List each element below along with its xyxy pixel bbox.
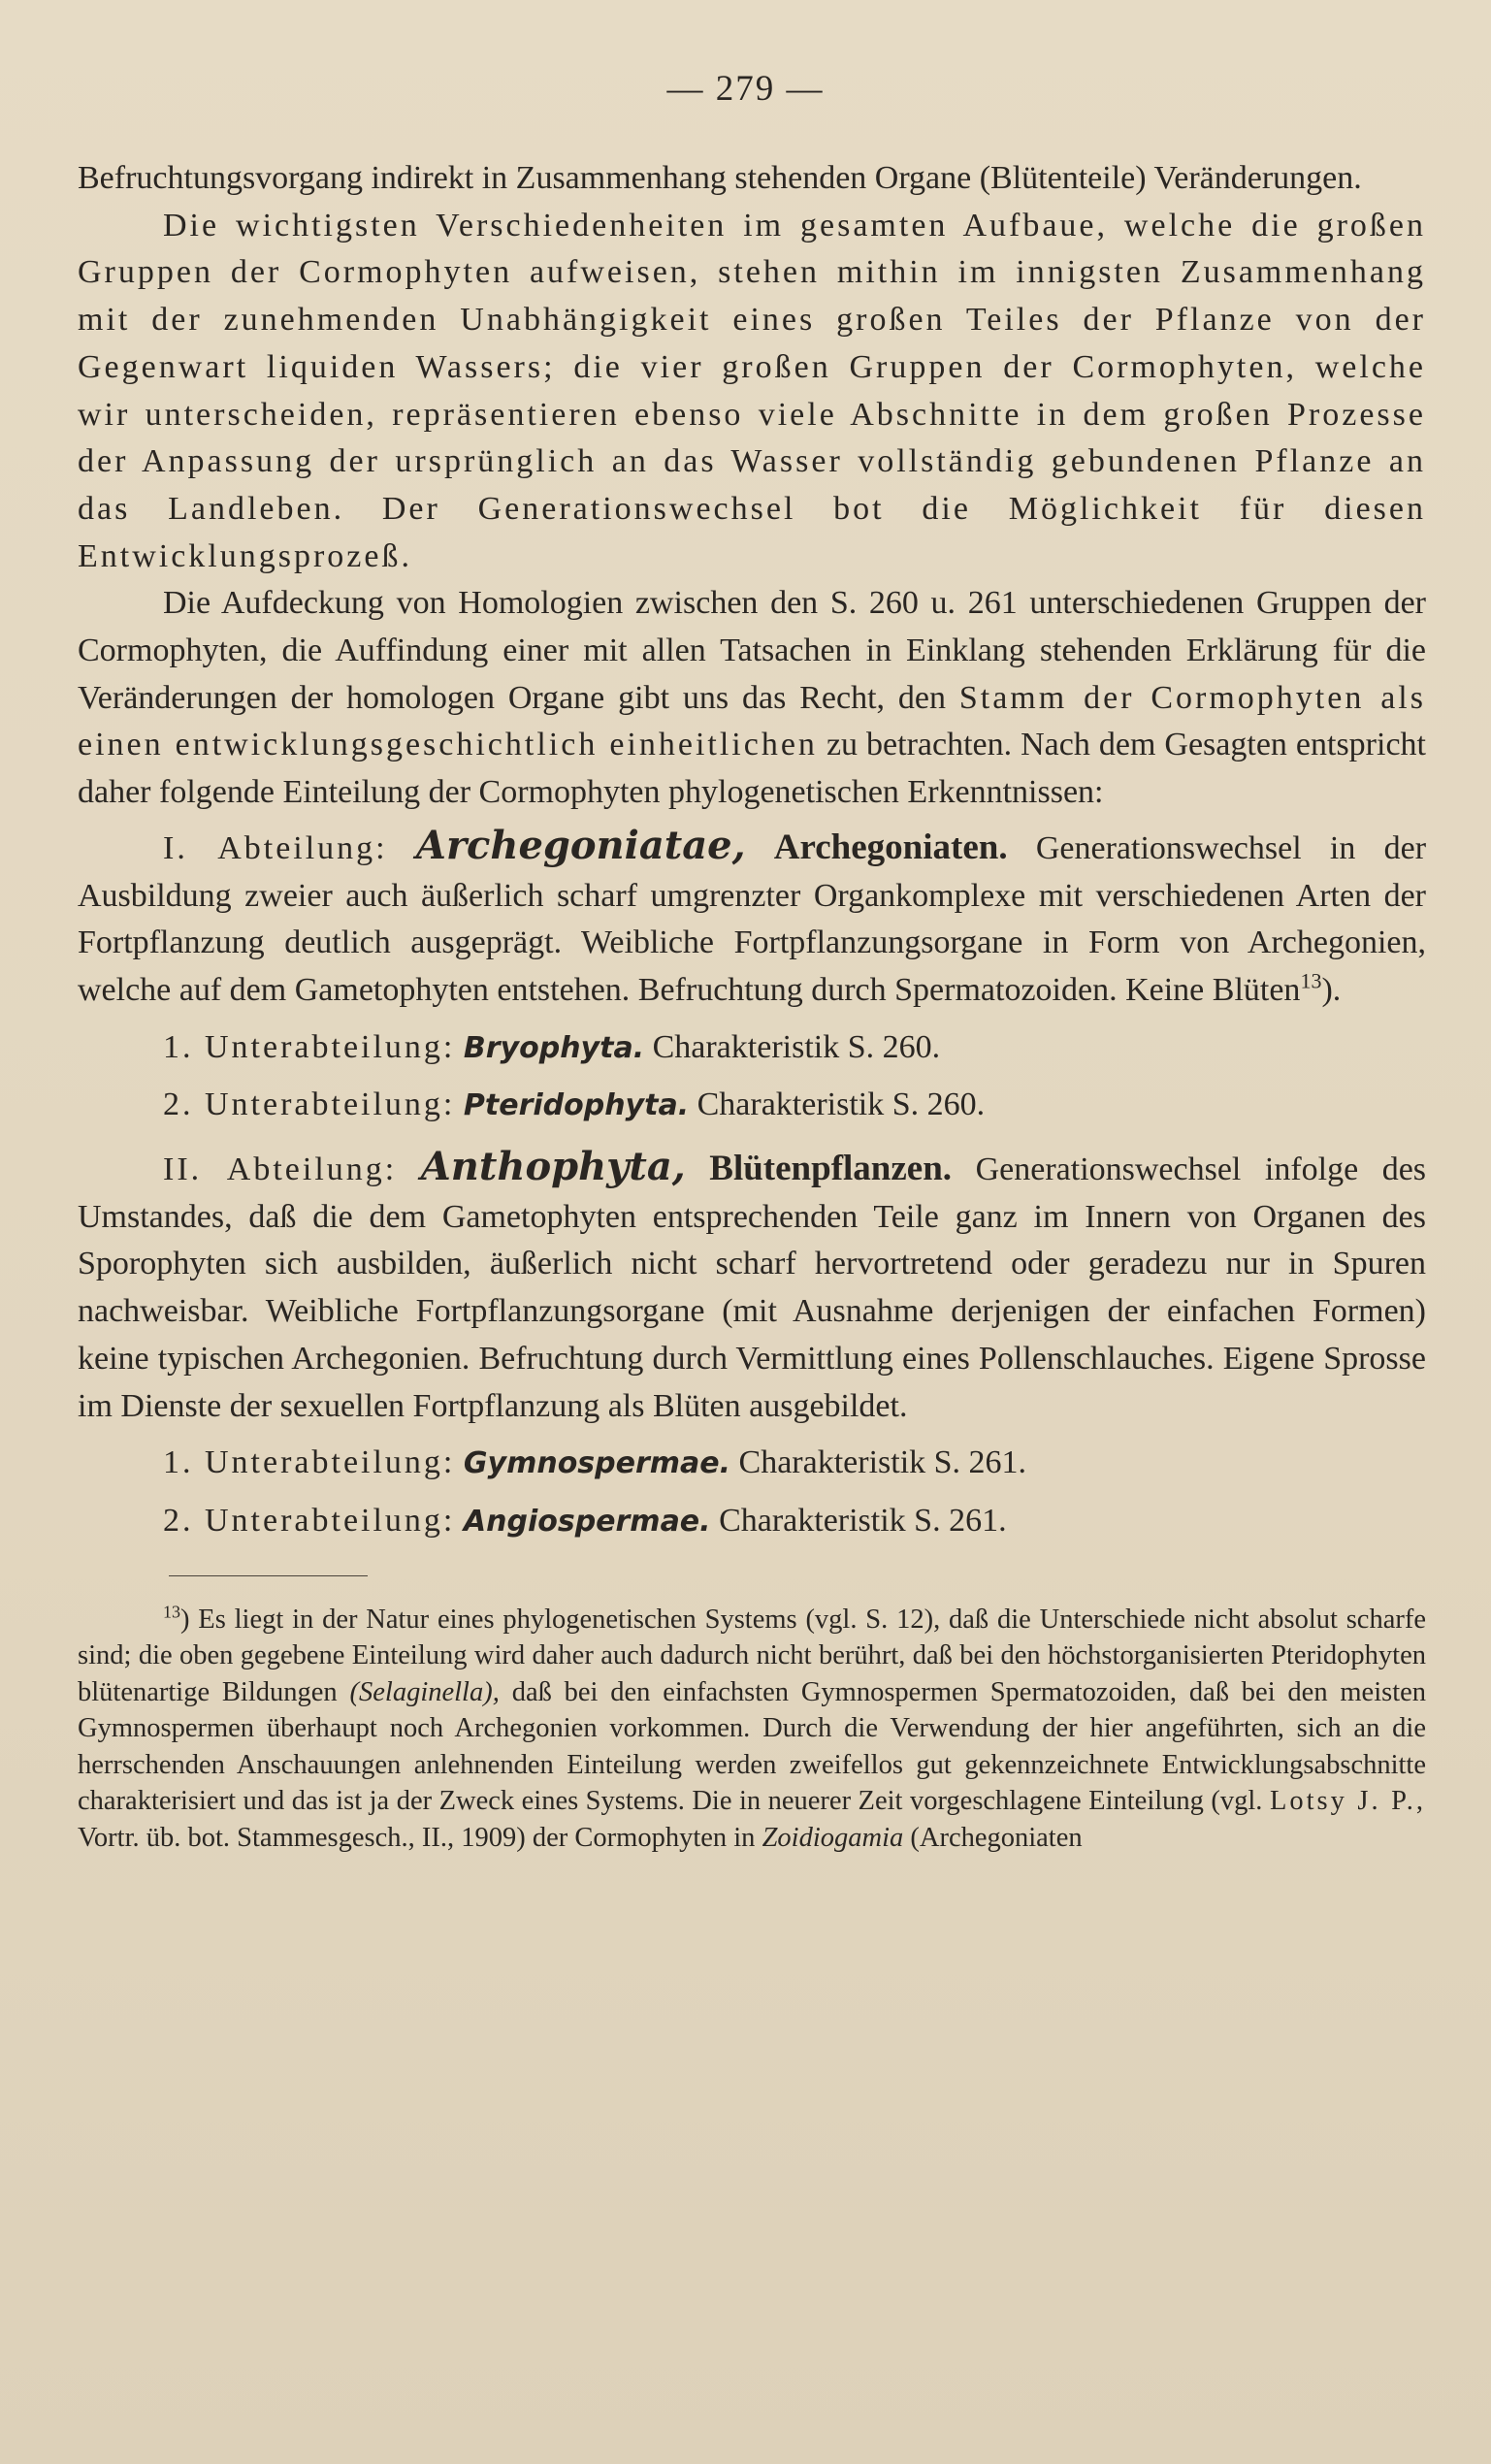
paragraph-continuation: Befruchtungsvorgang indirekt in Zusammenhang stehenden Organe (Blütenteile) Veränderungen. bbox=[78, 160, 1362, 196]
division-latin-name: Anthophyta, bbox=[420, 1144, 686, 1190]
subdivision-label: 2. Unterabteilung: bbox=[163, 1086, 456, 1123]
homologies-text-spaced: Stamm der Cormophyten als einen entwicklungsgeschichtlich einheitlichen bbox=[78, 679, 1426, 763]
footnote-number: 13 bbox=[163, 1602, 180, 1622]
footnote bbox=[78, 1602, 1426, 1857]
paragraph-differences: Die wichtigsten Verschiedenheiten im gesamten Aufbaue, welche die großen Gruppen der Cormophyten aufweisen, stehen mithin im innigsten Zusammenhang mit der zunehmenden Unabhängigkeit eines großen Teiles der Pflanze von der Gegenwart liquiden Wassers; die vier großen Gruppen der Cormophyten, welche wir unterscheiden, repräsentieren ebenso viele Abschnitte in dem großen Prozesse der Anpassung der ursprünglich an das Wasser vollständig gebundenen Pflanze an das Landleben. Der Generationswechsel bot die Möglichkeit für diesen Entwicklungsprozeß. bbox=[78, 207, 1426, 574]
division-description: Generationswechsel in der Ausbildung zweier auch äußerlich scharf umgrenzter Organkomplexe mit verschiedenen Arten der Fortpflanzung deutlich ausgeprägt. Weibliche Fortpflanzungsorgane in Form von Archegonien, welche auf dem Gametophyten entstehen. Befruchtung durch Spermatozoiden. Keine Blüten bbox=[78, 829, 1427, 1008]
division-archegoniatae bbox=[78, 823, 1426, 1015]
footnote-text-d: (Archegoniaten bbox=[910, 1822, 1083, 1853]
division-label: I. Abteilung: bbox=[163, 829, 388, 866]
subdivision-ref: Charakteristik S. 261. bbox=[719, 1502, 1007, 1539]
subdivision-ref: Charakteristik S. 261. bbox=[738, 1444, 1027, 1481]
subdivision-label: 2. Unterabteilung: bbox=[163, 1502, 456, 1539]
subdivision-taxon: Gymnospermae. bbox=[463, 1446, 731, 1481]
subdivision-taxon: Pteridophyta. bbox=[463, 1088, 690, 1123]
homologies-text-a: Die Aufdeckung von Homologien zwischen den S. 260 u. 261 unterschiedenen Gruppen der Cormophyten, die Auffindung einer mit allen Tatsachen in Einklang stehenden Erklärung für die Veränderungen der homologen Organe gibt uns das Recht, den bbox=[78, 585, 1426, 716]
subdivision-label: 1. Unterabteilung: bbox=[163, 1444, 456, 1481]
subdivision-ref: Charakteristik S. 260. bbox=[697, 1086, 986, 1123]
division-latin-name: Archegoniatae, bbox=[415, 822, 746, 868]
subdivision-bryophyta bbox=[78, 1024, 1426, 1073]
subdivision-taxon: Angiospermae. bbox=[463, 1504, 711, 1539]
footnote-text-a: ) Es liegt in der Natur eines phylogenetischen Systems (vgl. S. 12), daß die Unterschiede nicht absolut scharfe sind; die oben gegebene Einteilung wird daher auch dadurch nicht berührt, daß bei den höchstorganisierten Pteridophyten blütenartige Bildungen bbox=[78, 1604, 1426, 1707]
subdivision-pteridophyta bbox=[78, 1082, 1426, 1130]
page-body bbox=[78, 155, 1426, 1856]
division-anthophyta bbox=[78, 1144, 1426, 1430]
page-number: — 279 — bbox=[666, 69, 825, 109]
footnote-selaginella: (Selaginella), bbox=[349, 1676, 500, 1707]
division-description: Generationswechsel infolge des Umstandes, daß die dem Gametophyten entsprechenden Teile ganz im Innern von Organen des Sporophyten sich ausbilden, äußerlich nicht scharf hervortretend oder geradezu nur in Spuren nachweisbar. Weibliche Fortpflanzungsorgane (mit Ausnahme derjenigen der einfachen Formen) keine typischen Archegonien. Befruchtung durch Vermittlung eines Pollenschlauches. Eigene Sprosse im Dienste der sexuellen Fortpflanzung als Blüten ausgebildet. bbox=[78, 1151, 1427, 1424]
footnote-separator bbox=[169, 1575, 368, 1576]
paragraph-homologies bbox=[78, 580, 1426, 817]
subdivision-taxon: Bryophyta. bbox=[463, 1030, 645, 1065]
footnote-text-b: daß bei den einfachsten Gymnospermen Spermatozoiden, daß bei den meisten Gymnospermen überhaupt noch Archegonien vorkommen. Durch die Verwendung der hier angeführten, sich an die herrschenden Anschauungen anlehnenden Einteilung werden zweifellos gut gekennzeichnete Entwicklungsabschnitte charakterisiert und das ist ja der Zweck eines Systems. Die in neuerer Zeit vorgeschlagene Einteilung (vgl. bbox=[78, 1676, 1427, 1817]
footnote-author: Lotsy J. P., bbox=[1269, 1786, 1427, 1817]
footnote-text-c: Vortr. üb. bot. Stammesgesch., II., 1909) der Cormophyten in bbox=[78, 1822, 756, 1853]
footnote-zoidiogamia: Zoidiogamia bbox=[762, 1822, 904, 1853]
subdivision-gymnospermae bbox=[78, 1440, 1426, 1488]
subdivision-label: 1. Unterabteilung: bbox=[163, 1028, 456, 1065]
division-german-name: Archegoniaten. bbox=[773, 827, 1008, 867]
subdivision-angiospermae bbox=[78, 1498, 1426, 1546]
footnote-ref: 13 bbox=[1300, 968, 1322, 993]
homologies-text-c: zu betrachten. Nach dem Gesagten entspricht daher folgende Einteilung der Cormophyten phylogenetischen Erkenntnissen: bbox=[78, 727, 1426, 811]
division-description-tail: ). bbox=[1321, 971, 1342, 1008]
division-label: II. Abteilung: bbox=[163, 1151, 398, 1188]
division-german-name: Blütenpflanzen. bbox=[709, 1149, 953, 1189]
subdivision-ref: Charakteristik S. 260. bbox=[652, 1028, 941, 1065]
